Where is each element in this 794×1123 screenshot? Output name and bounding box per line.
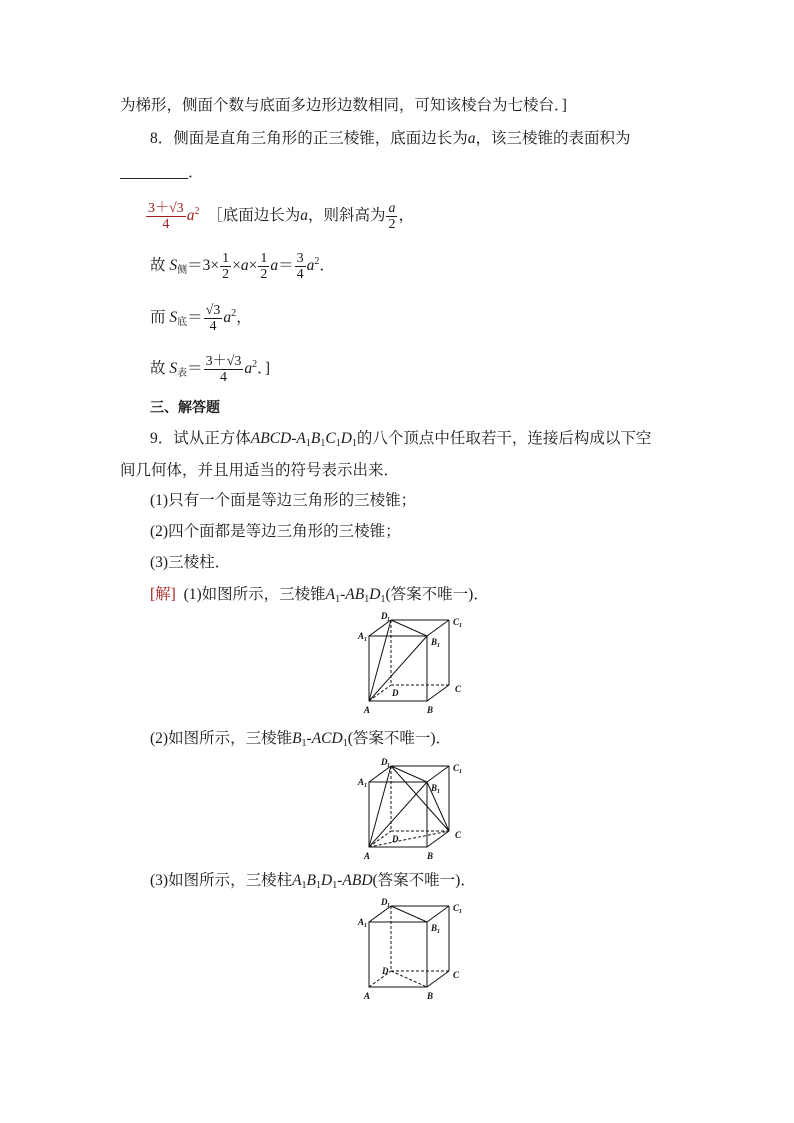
answer8-line3	[150, 294, 252, 334]
end: ．]	[257, 360, 271, 377]
exp: 2	[314, 256, 320, 267]
half-fraction	[220, 251, 231, 282]
label-sub: 1	[437, 789, 440, 795]
label-D1: D	[381, 898, 388, 907]
slant-den: 2	[388, 216, 396, 232]
comma: ，	[236, 309, 252, 326]
D: D	[369, 586, 381, 603]
solution-2	[150, 728, 451, 755]
label-D: D	[382, 966, 389, 976]
label-sub: 1	[437, 929, 440, 935]
question-9-line1	[150, 428, 651, 455]
label-sub: 1	[364, 923, 367, 929]
B: B	[292, 730, 302, 747]
a: a	[223, 309, 232, 326]
label-sub: 1	[459, 623, 462, 629]
question-9-item3: (3)三棱柱．	[150, 554, 231, 571]
label-C: C	[453, 970, 460, 980]
D: D	[340, 430, 352, 447]
label-B1: B	[431, 783, 438, 793]
sub: 1	[380, 594, 386, 605]
figure-cube-1	[355, 612, 470, 722]
text: 9．试从正方体	[150, 430, 251, 447]
label-A1: A	[358, 777, 365, 787]
answer-var: a	[186, 207, 195, 224]
label-C1: C	[453, 763, 460, 773]
three-quarters	[295, 251, 306, 282]
slant-num: a	[388, 200, 396, 216]
slant-fraction	[386, 201, 397, 232]
label-A: A	[364, 991, 371, 1001]
question-9-line2: 间几何体，并且用适当的符号表示出来．	[120, 462, 400, 479]
B: B	[306, 872, 317, 889]
answer-denominator: 4	[146, 216, 186, 232]
label-A: A	[364, 705, 371, 715]
text: (3)如图所示，三棱柱	[150, 872, 293, 889]
label-C1: C	[453, 903, 460, 913]
eq: ＝	[187, 360, 203, 377]
sub: 1	[305, 438, 311, 449]
den: 4	[204, 369, 244, 385]
label-sub: 1	[459, 909, 462, 915]
period: ．	[319, 257, 335, 274]
exp: 2	[252, 359, 258, 370]
text: (2)如图所示，三棱锥	[150, 730, 293, 747]
label-sub: 1	[387, 903, 390, 909]
S: S	[169, 360, 178, 377]
var2: a	[300, 207, 308, 224]
label-sub: 1	[387, 617, 390, 623]
label-D: D	[392, 834, 399, 844]
bracket-text: ［底面边长为	[207, 207, 301, 224]
solution-3	[150, 870, 476, 897]
text: 为梯形，侧面个数与底面多边形边数相同，可知该棱台为七棱台．]	[120, 97, 567, 114]
label-B1: B	[431, 923, 438, 933]
solution-tag: [解]	[150, 586, 176, 603]
sub: 1	[335, 594, 341, 605]
end: (答案不唯一)．	[385, 586, 489, 603]
a: a	[240, 257, 249, 274]
label-C1: C	[453, 617, 460, 627]
S: S	[169, 257, 178, 274]
figure-cube-3	[355, 898, 470, 1008]
sqrt3-over-4	[204, 303, 223, 334]
mid: -ABD	[337, 872, 373, 889]
sub: 1	[364, 594, 370, 605]
label-D: D	[392, 688, 399, 698]
den: 2	[260, 266, 268, 282]
half-fraction-2	[258, 251, 269, 282]
answer8-line4	[150, 345, 270, 385]
label-sub: 1	[387, 763, 390, 769]
figure-cube-2	[355, 758, 470, 868]
A: A	[296, 430, 306, 447]
label-sub: 1	[364, 783, 367, 789]
label-sub: 1	[364, 637, 367, 643]
sub: 1	[301, 880, 307, 891]
answer-fraction	[146, 201, 186, 232]
label-A: A	[364, 851, 371, 861]
label-B1: B	[431, 637, 438, 647]
text: (1)如图所示，三棱锥	[183, 586, 326, 603]
label-A1: A	[358, 631, 365, 641]
text: 的八个顶点中任取若干，连接后构成以下空	[356, 430, 652, 447]
label-B: B	[427, 851, 434, 861]
num: 3	[296, 250, 304, 266]
sub: 1	[332, 880, 338, 891]
mid: -ACD	[306, 730, 343, 747]
a3: a	[306, 257, 315, 274]
label-B: B	[427, 705, 434, 715]
solution-1	[150, 584, 489, 611]
label-D1: D	[381, 758, 388, 767]
after-text: ，则斜高为	[307, 207, 386, 224]
question-9-item1: (1)只有一个面是等边三角形的三棱锥；	[150, 492, 417, 509]
question-8	[150, 128, 631, 150]
total-fraction	[204, 354, 244, 385]
label-B: B	[427, 991, 434, 1001]
q8-tail: ，该三棱锥的表面积为	[475, 130, 631, 147]
C: C	[325, 430, 336, 447]
paragraph-continuation	[120, 95, 567, 117]
den: 4	[204, 318, 223, 334]
num: 3＋√3	[205, 353, 242, 369]
sub: 1	[301, 738, 307, 749]
label-sub: 1	[459, 769, 462, 775]
den: 4	[296, 266, 304, 282]
mid: -AB	[340, 586, 365, 603]
q8-var: a	[467, 130, 476, 147]
num: 1	[222, 250, 230, 266]
label-C: C	[455, 830, 462, 840]
A: A	[325, 586, 336, 603]
exp: 2	[231, 308, 237, 319]
prefix: 故	[150, 257, 166, 274]
side-sub: 侧	[177, 265, 188, 276]
dash: -	[291, 430, 297, 447]
sub: 1	[342, 738, 348, 749]
sub: 1	[316, 880, 322, 891]
label-D1: D	[381, 612, 388, 621]
times: ×	[232, 257, 241, 274]
den: 2	[222, 266, 230, 282]
q8-period: ．	[188, 164, 204, 181]
S: S	[169, 309, 178, 326]
sub: 1	[351, 438, 357, 449]
num: √3	[205, 302, 221, 318]
section-title: 三、解答题	[150, 400, 220, 416]
label-sub: 1	[437, 643, 440, 649]
times2: ×	[248, 257, 258, 274]
answer8-line1	[145, 192, 414, 232]
answer8-line2	[150, 242, 335, 282]
cube: ABCD	[250, 430, 292, 447]
prefix: 故	[150, 360, 166, 377]
sub: 1	[335, 438, 341, 449]
answer-exp: 2	[194, 206, 200, 217]
surf-sub: 表	[177, 368, 188, 379]
end: (答案不唯一)．	[347, 730, 452, 747]
label-C: C	[455, 684, 462, 694]
answer-blank	[120, 164, 188, 179]
a2: a	[270, 257, 279, 274]
a: a	[244, 360, 253, 377]
B: B	[310, 430, 321, 447]
A: A	[292, 872, 302, 889]
sub: 1	[320, 438, 326, 449]
eq: ＝3×	[187, 257, 220, 274]
eq2: ＝	[278, 257, 294, 274]
end: (答案不唯一)．	[372, 872, 476, 889]
D: D	[321, 872, 333, 889]
answer-numerator: 3＋√3	[148, 200, 184, 216]
comma: ，	[398, 207, 414, 224]
question-9-item2: (2)四个面都是等边三角形的三棱锥；	[150, 523, 401, 540]
base-sub: 底	[177, 317, 188, 328]
prefix: 而	[150, 309, 166, 326]
answer-blank-line	[120, 162, 204, 184]
label-A1: A	[358, 917, 365, 927]
eq: ＝	[187, 309, 203, 326]
num: 1	[260, 250, 268, 266]
q8-text: 8．侧面是直角三角形的正三棱锥，底面边长为	[150, 130, 468, 147]
